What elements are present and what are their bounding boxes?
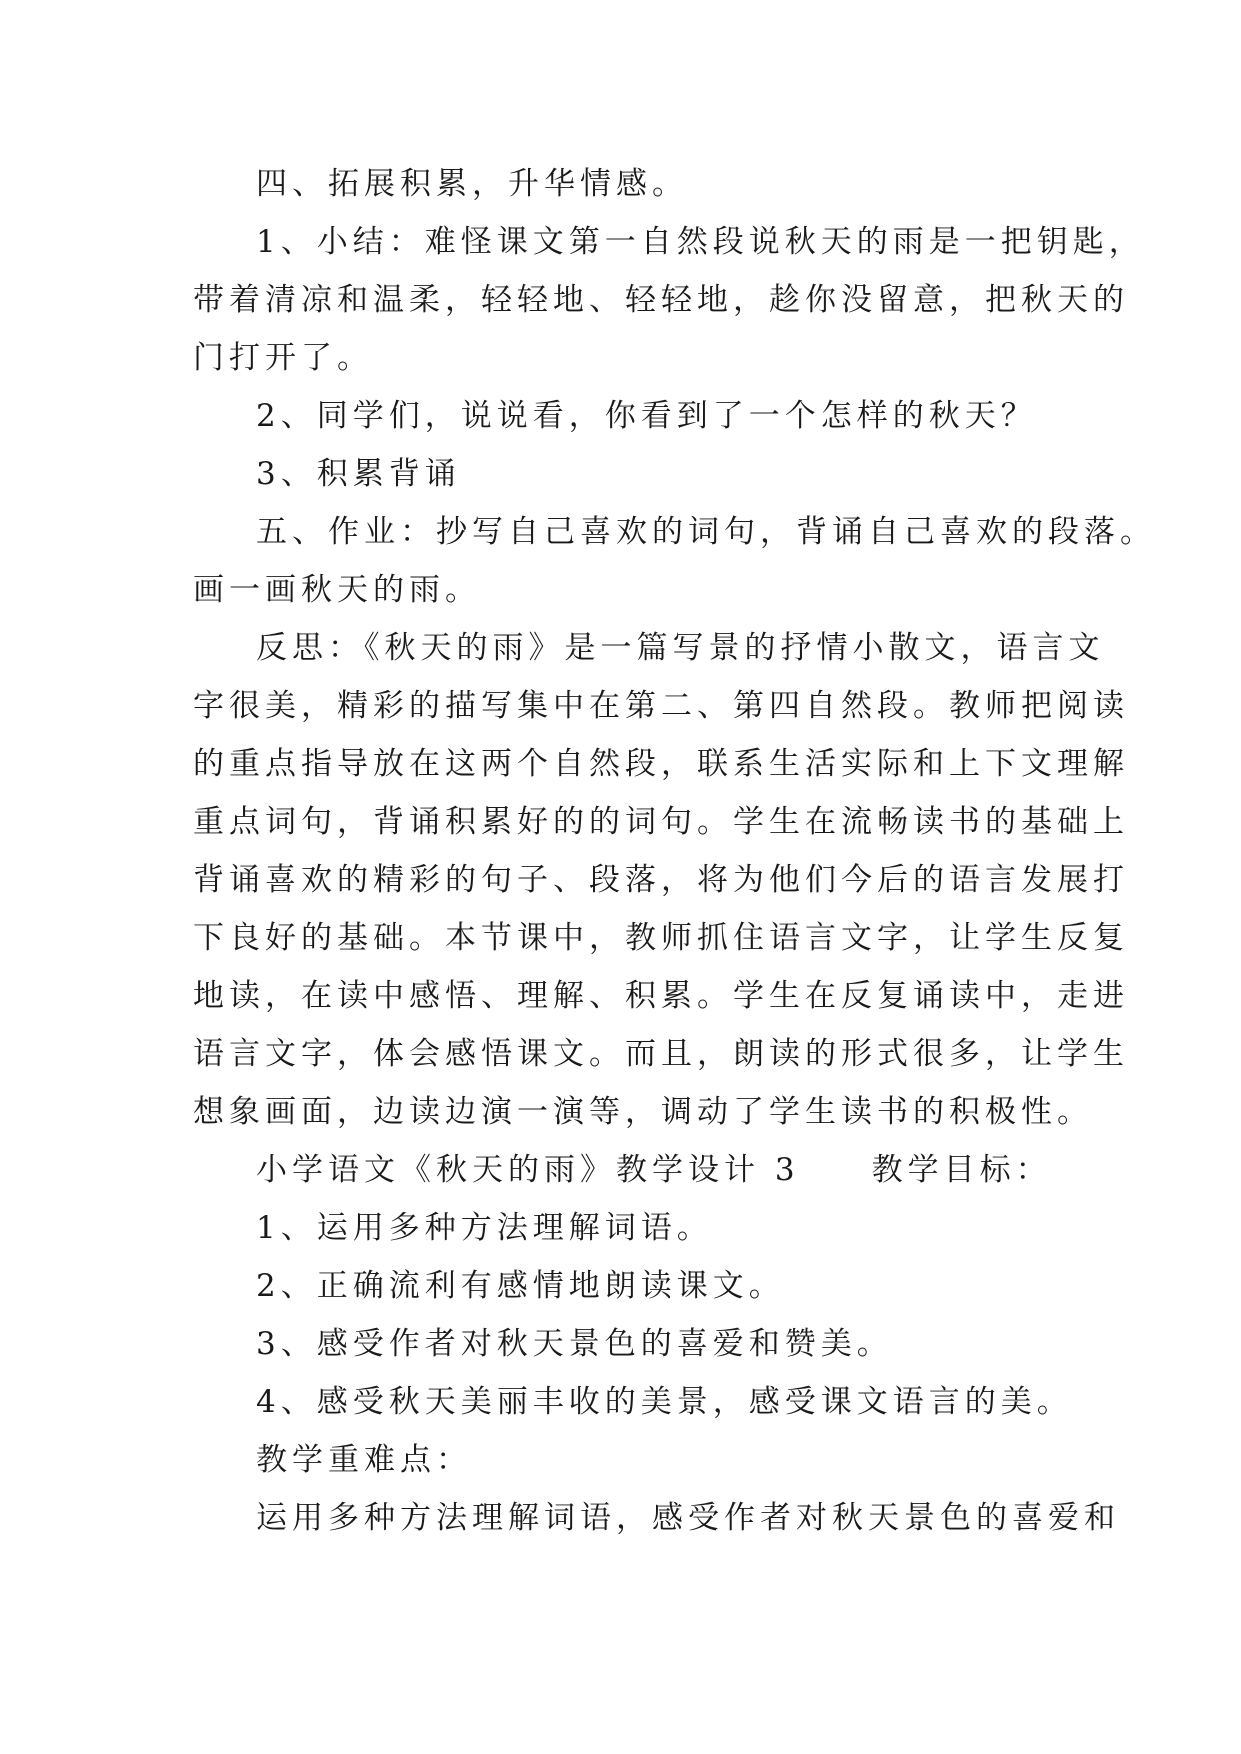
paragraph-line: 1、小结：难怪课文第一自然段说秋天的雨是一把钥匙， <box>256 224 1145 260</box>
reflection-paragraph-line: 语言文字，体会感悟课文。而且，朗读的形式很多，让学生 <box>193 1036 1129 1072</box>
reflection-paragraph-line: 重点词句，背诵积累好的的词句。学生在流畅读书的基础上 <box>193 804 1129 840</box>
paragraph-line: 画一画秋天的雨。 <box>193 572 481 608</box>
reflection-paragraph-line: 反思：《秋天的雨》是一篇写景的抒情小散文，语言文 <box>256 630 1105 666</box>
paragraph-line: 带着清凉和温柔，轻轻地、轻轻地，趁你没留意，把秋天的 <box>193 282 1129 318</box>
reflection-paragraph-line: 的重点指导放在这两个自然段，联系生活实际和上下文理解 <box>193 746 1129 782</box>
reflection-paragraph-line: 想象画面，边读边演一演等，调动了学生读书的积极性。 <box>193 1094 1093 1130</box>
paragraph-line: 运用多种方法理解词语，感受作者对秋天景色的喜爱和 <box>256 1500 1120 1536</box>
section-heading-expand: 四、拓展积累，升华情感。 <box>256 166 688 202</box>
lesson-design-title: 小学语文《秋天的雨》教学设计 3 教学目标： <box>256 1152 1052 1188</box>
reflection-paragraph-line: 字很美，精彩的描写集中在第二、第四自然段。教师把阅读 <box>193 688 1129 724</box>
reflection-paragraph-line: 背诵喜欢的精彩的句子、段落，将为他们今后的语言发展打 <box>193 862 1129 898</box>
reflection-paragraph-line: 下良好的基础。本节课中，教师抓住语言文字，让学生反复 <box>193 920 1129 956</box>
objective-item: 2、正确流利有感情地朗读课文。 <box>256 1268 785 1304</box>
reflection-paragraph-line: 地读，在读中感悟、理解、积累。学生在反复诵读中，走进 <box>193 978 1129 1014</box>
key-points-heading: 教学重难点： <box>256 1442 472 1478</box>
section-heading-homework: 五、作业：抄写自己喜欢的词句，背诵自己喜欢的段落。 <box>256 514 1156 550</box>
paragraph-line: 2、同学们，说说看，你看到了一个怎样的秋天？ <box>256 398 1037 434</box>
objective-item: 1、运用多种方法理解词语。 <box>256 1210 713 1246</box>
objective-item: 3、感受作者对秋天景色的喜爱和赞美。 <box>256 1326 893 1362</box>
paragraph-line: 3、积累背诵 <box>256 456 461 492</box>
objective-item: 4、感受秋天美丽丰收的美景，感受课文语言的美。 <box>256 1384 1073 1420</box>
paragraph-line: 门打开了。 <box>193 340 373 376</box>
